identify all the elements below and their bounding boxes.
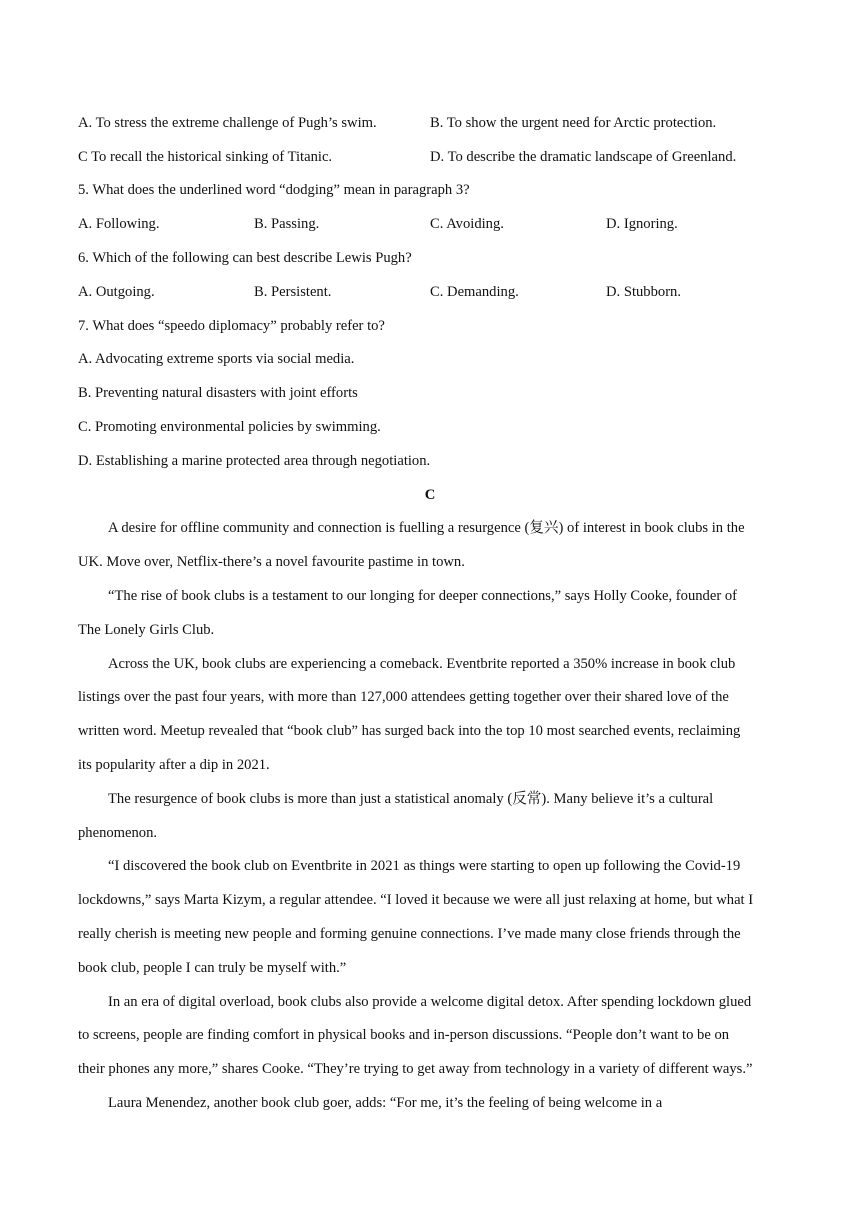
q6-option-d: D. Stubborn. [606,284,681,300]
q7-option-a: A. Advocating extreme sports via social media. [78,351,355,367]
passage-line: The Lonely Girls Club. [78,622,215,638]
passage-line: book club, people I can truly be myself with.” [78,960,347,976]
q5-option-b: B. Passing. [254,216,320,232]
q7-option-c: C. Promoting environmental policies by swimming. [78,419,381,435]
passage-line: Across the UK, book clubs are experiencing a comeback. Eventbrite reported a 350% increase in book club [108,656,736,672]
passage-line: “The rise of book clubs is a testament to our longing for deeper connections,” says Holly Cooke, founder of [108,588,737,604]
q4-option-c: C To recall the historical sinking of Titanic. [78,149,333,165]
passage-line: UK. Move over, Netflix-there’s a novel favourite pastime in town. [78,554,465,570]
q4-option-b: B. To show the urgent need for Arctic protection. [430,115,717,131]
passage-line: phenomenon. [78,825,158,841]
q7-option-b: B. Preventing natural disasters with joint efforts [78,385,358,401]
passage-line: their phones any more,” shares Cooke. “They’re trying to get away from technology in a variety of different ways.” [78,1061,753,1077]
passage-line: “I discovered the book club on Eventbrite in 2021 as things were starting to open up following the Covid-19 [108,858,741,874]
q6-option-c: C. Demanding. [430,284,519,300]
passage-line: The resurgence of book clubs is more than just a statistical anomaly (反常). Many believe it’s a cultural [108,791,714,807]
passage-line: its popularity after a dip in 2021. [78,757,270,773]
passage-line: In an era of digital overload, book clubs also provide a welcome digital detox. After spending lockdown glued [108,994,752,1010]
section-heading: C [424,487,436,503]
q6-option-b: B. Persistent. [254,284,332,300]
passage-line: A desire for offline community and connection is fuelling a resurgence (复兴) of interest in book clubs in the [108,520,745,536]
q7-question: 7. What does “speedo diplomacy” probably refer to? [78,318,385,334]
passage-line: to screens, people are finding comfort in physical books and in-person discussions. “People don’t want to be on [78,1027,730,1043]
q5-option-a: A. Following. [78,216,160,232]
q4-option-d: D. To describe the dramatic landscape of Greenland. [430,149,737,165]
passage-line: listings over the past four years, with more than 127,000 attendees getting together over their shared love of the [78,689,729,705]
passage-line: written word. Meetup revealed that “book club” has surged back into the top 10 most searched events, reclaiming [78,723,741,739]
q5-option-c: C. Avoiding. [430,216,504,232]
q5-option-d: D. Ignoring. [606,216,678,232]
passage-line: Laura Menendez, another book club goer, adds: “For me, it’s the feeling of being welcome in a [108,1095,663,1111]
passage-line: really cherish is meeting new people and forming genuine connections. I’ve made many close friends through the [78,926,741,942]
q6-question: 6. Which of the following can best describe Lewis Pugh? [78,250,412,266]
passage-line: lockdowns,” says Marta Kizym, a regular attendee. “I loved it because we were all just relaxing at home, but what I [78,892,754,908]
q4-option-a: A. To stress the extreme challenge of Pugh’s swim. [78,115,377,131]
q7-option-d: D. Establishing a marine protected area through negotiation. [78,453,431,469]
q5-question: 5. What does the underlined word “dodging” mean in paragraph 3? [78,182,470,198]
q6-option-a: A. Outgoing. [78,284,155,300]
